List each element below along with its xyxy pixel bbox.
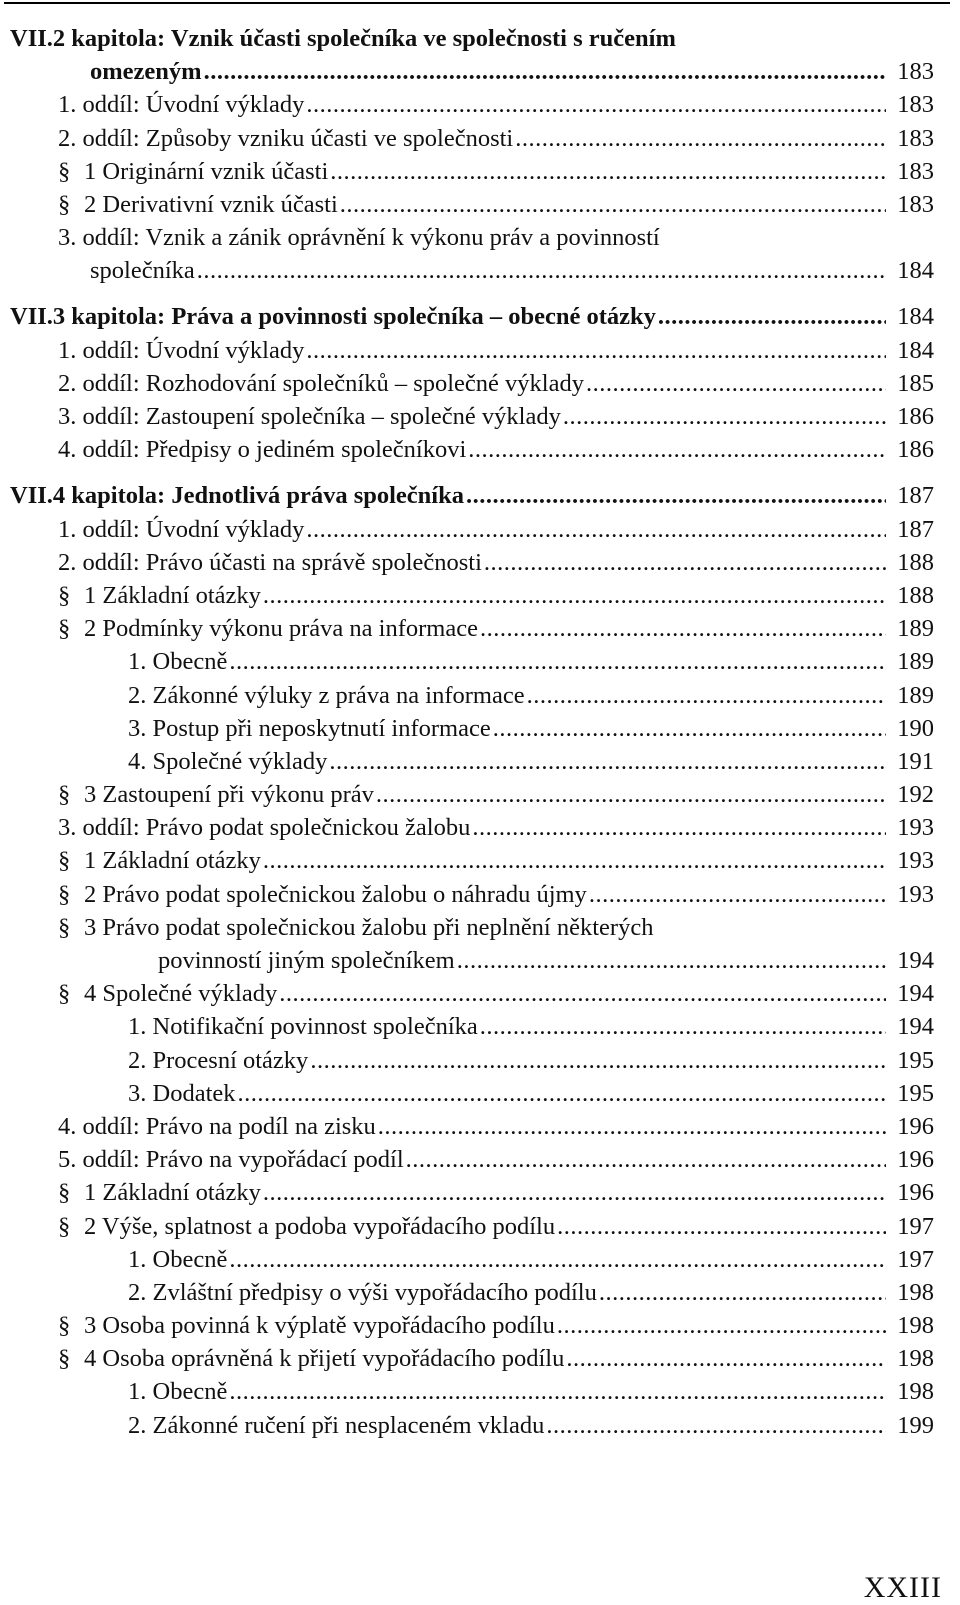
toc-entry <box>10 845 934 878</box>
toc-entry <box>10 1176 934 1209</box>
toc-entry <box>10 1010 934 1043</box>
toc-entry-text: 2 Podmínky výkonu práva na informace <box>84 615 478 643</box>
toc-entry-text: 2. Zvláštní předpisy o výši vypořádacího podílu <box>128 1278 597 1306</box>
toc-entry <box>10 1110 934 1143</box>
dot-leader <box>279 977 886 1010</box>
toc-entry <box>10 88 934 121</box>
toc-entry-text: omezeným <box>90 58 202 86</box>
toc-entry <box>10 1077 934 1110</box>
toc-entry-label <box>10 1010 478 1043</box>
toc-entry-page: 183 <box>897 157 934 185</box>
toc-entry-label <box>10 1375 227 1408</box>
toc-entry-text: 1 Základní otázky <box>84 581 261 609</box>
toc-entry-text: 4. oddíl: Předpisy o jediném společníkovi <box>58 436 467 464</box>
toc-entry-page: 184 <box>897 303 934 331</box>
toc-entry-text: 2 Právo podat společnickou žalobu o náhradu újmy <box>84 880 587 908</box>
toc-entry <box>10 22 934 55</box>
toc-entry-text: 1. Obecně <box>128 648 228 676</box>
toc-entry-label <box>10 1276 597 1309</box>
toc-entry-label <box>10 878 587 911</box>
toc-entry <box>10 811 934 844</box>
toc-entry-label <box>10 122 513 155</box>
toc-entry <box>10 878 934 911</box>
toc-entry-page: 184 <box>897 257 934 285</box>
toc-entry-text: 4. oddíl: Právo na podíl na zisku <box>58 1112 376 1140</box>
toc-entry <box>10 155 934 188</box>
toc-entry-label <box>10 579 261 612</box>
section-sign-icon: § <box>58 781 71 809</box>
section-sign-icon: § <box>58 1345 71 1373</box>
dot-leader <box>557 1210 886 1243</box>
toc-entry <box>10 546 934 579</box>
toc-entry-text: 3. oddíl: Zastoupení společníka – společné výklady <box>58 403 561 431</box>
dot-leader <box>527 679 886 712</box>
dot-leader <box>466 479 886 512</box>
toc-entry-text: 2. Zákonné ručení při nesplaceném vkladu <box>128 1411 545 1439</box>
dot-leader <box>306 334 886 367</box>
toc-entry-text: 1. Notifikační povinnost společníka <box>128 1013 478 1041</box>
toc-entry <box>10 221 934 254</box>
toc-entry-text: 3. oddíl: Vznik a zánik oprávnění k výkonu práv a povinností <box>58 224 660 252</box>
toc-entry <box>10 679 934 712</box>
toc-entry <box>10 254 934 287</box>
dot-leader <box>229 1243 886 1276</box>
dot-leader <box>480 612 886 645</box>
dot-leader <box>566 1342 886 1375</box>
toc-entry-page: 199 <box>897 1411 934 1439</box>
toc-entry-page: 183 <box>897 124 934 152</box>
dot-leader <box>306 88 886 121</box>
toc-entry-text: 3. oddíl: Právo podat společnickou žalobu <box>58 814 471 842</box>
dot-leader <box>406 1143 886 1176</box>
section-sign-icon: § <box>58 1179 71 1207</box>
toc-entry-page: 198 <box>897 1312 934 1340</box>
toc-entry-label <box>10 911 653 944</box>
toc-entry-label <box>10 1243 227 1276</box>
toc-entry-label <box>10 1309 555 1342</box>
toc-entry <box>10 745 934 778</box>
toc-entry-text: 1. oddíl: Úvodní výklady <box>58 91 305 119</box>
toc-entry-page: 189 <box>897 615 934 643</box>
toc-entry-text: 1. oddíl: Úvodní výklady <box>58 515 305 543</box>
toc-entry-text: 3 Právo podat společnickou žalobu při neplnění některých <box>84 913 654 941</box>
toc-entry-page: 188 <box>897 581 934 609</box>
toc-entry-page: 183 <box>897 190 934 218</box>
toc-entry-page: 189 <box>897 648 934 676</box>
section-sign-icon: § <box>58 581 71 609</box>
toc-entry <box>10 334 934 367</box>
dot-leader <box>229 645 886 678</box>
dot-leader <box>378 1110 886 1143</box>
toc-entry <box>10 911 934 944</box>
toc-entry-label <box>10 221 660 254</box>
toc-entry-label <box>10 1143 404 1176</box>
section-sign-icon: § <box>58 880 71 908</box>
toc-entry-page: 190 <box>897 714 934 742</box>
toc-entry <box>10 1210 934 1243</box>
toc-entry-page: 193 <box>897 880 934 908</box>
toc-entry <box>10 1276 934 1309</box>
toc-entry-text: 2. Zákonné výluky z práva na informace <box>128 681 525 709</box>
toc-entry-page: 198 <box>897 1378 934 1406</box>
toc-entry <box>10 645 934 678</box>
toc-entry-label <box>10 155 328 188</box>
dot-leader <box>263 1176 886 1209</box>
toc-entry-text: 1 Základní otázky <box>84 847 261 875</box>
section-sign-icon: § <box>58 1212 71 1240</box>
dot-leader <box>557 1309 886 1342</box>
toc-entry-label <box>10 944 455 977</box>
toc-entry <box>10 1376 934 1409</box>
toc-entry-label <box>10 400 561 433</box>
dot-leader <box>238 1077 887 1110</box>
toc-entry <box>10 513 934 546</box>
dot-leader <box>563 400 886 433</box>
dot-leader <box>330 155 886 188</box>
toc-entry-label <box>10 811 470 844</box>
toc-entry-label <box>10 254 195 287</box>
dot-leader <box>229 1376 886 1409</box>
toc-entry-text: 3 Osoba povinná k výplatě vypořádacího podílu <box>84 1312 555 1340</box>
toc-entry-page: 197 <box>897 1245 934 1273</box>
dot-leader <box>310 1044 886 1077</box>
toc-entry <box>10 55 934 88</box>
dot-leader <box>329 745 886 778</box>
toc-entry <box>10 433 934 466</box>
toc-entry-text: 2. Procesní otázky <box>128 1046 309 1074</box>
toc-entry-page: 186 <box>897 436 934 464</box>
section-sign-icon: § <box>58 1312 71 1340</box>
toc-entry-page: 196 <box>897 1179 934 1207</box>
toc-entry-label <box>10 1176 261 1209</box>
top-rule <box>4 2 950 4</box>
toc-entry <box>10 1243 934 1276</box>
toc-entry-label <box>10 645 227 678</box>
dot-leader <box>204 55 886 88</box>
toc-entry-text: 4. Společné výklady <box>128 747 328 775</box>
toc-entry-text: 4 Osoba oprávněná k přijetí vypořádacího podílu <box>84 1345 565 1373</box>
toc-entry-page: 196 <box>897 1112 934 1140</box>
dot-leader <box>306 513 886 546</box>
toc-entry-label <box>10 479 464 512</box>
toc-entry-text: povinností jiným společníkem <box>158 947 455 975</box>
table-of-contents <box>10 22 934 1442</box>
toc-entry-label <box>10 22 676 55</box>
dot-leader <box>589 878 886 911</box>
toc-entry-page: 195 <box>897 1079 934 1107</box>
toc-entry-label <box>10 433 466 466</box>
toc-entry-label <box>10 679 525 712</box>
toc-entry <box>10 367 934 400</box>
toc-entry-label <box>10 745 327 778</box>
toc-entry-page: 194 <box>897 947 934 975</box>
dot-leader <box>515 122 886 155</box>
toc-entry-page: 183 <box>897 91 934 119</box>
toc-entry-page: 194 <box>897 1013 934 1041</box>
dot-leader <box>658 301 886 334</box>
page-number: XXIII <box>863 1571 942 1604</box>
toc-entry <box>10 712 934 745</box>
toc-entry <box>10 400 934 433</box>
toc-entry-text: 2. oddíl: Způsoby vzniku účasti ve společnosti <box>58 124 514 152</box>
toc-entry-label <box>10 546 482 579</box>
toc-entry-label <box>10 334 304 367</box>
dot-leader <box>197 254 886 287</box>
toc-entry <box>10 1044 934 1077</box>
toc-entry-label <box>10 55 202 88</box>
toc-entry-text: VII.4 kapitola: Jednotlivá práva společníka <box>10 482 464 510</box>
toc-entry-page: 191 <box>897 747 934 775</box>
toc-entry-text: 2. oddíl: Rozhodování společníků – společné výklady <box>58 369 584 397</box>
toc-entry-label <box>10 1077 236 1110</box>
toc-entry-text: 1. Obecně <box>128 1245 228 1273</box>
toc-entry <box>10 579 934 612</box>
dot-leader <box>340 188 886 221</box>
toc-entry-page: 197 <box>897 1212 934 1240</box>
toc-entry-page: 185 <box>897 369 934 397</box>
toc-entry-page: 193 <box>897 814 934 842</box>
toc-entry <box>10 1342 934 1375</box>
toc-entry-text: 1 Originární vznik účasti <box>84 157 329 185</box>
dot-leader <box>586 367 886 400</box>
toc-entry-text: 5. oddíl: Právo na vypořádací podíl <box>58 1146 404 1174</box>
toc-entry-text: 1. oddíl: Úvodní výklady <box>58 336 305 364</box>
toc-entry-page: 198 <box>897 1345 934 1373</box>
toc-entry-text: 2. oddíl: Právo účasti na správě společnosti <box>58 548 482 576</box>
section-sign-icon: § <box>58 847 71 875</box>
toc-entry-label <box>10 1044 308 1077</box>
section-sign-icon: § <box>58 913 71 941</box>
toc-entry <box>10 778 934 811</box>
toc-entry-label <box>10 300 656 333</box>
toc-entry <box>10 1143 934 1176</box>
toc-entry-label <box>10 367 584 400</box>
toc-entry-label <box>10 88 304 121</box>
toc-entry-page: 187 <box>897 515 934 543</box>
toc-entry-label <box>10 513 304 546</box>
toc-entry <box>10 301 934 334</box>
toc-entry-label <box>10 188 338 221</box>
toc-entry-page: 198 <box>897 1278 934 1306</box>
toc-entry-text: 2 Derivativní vznik účasti <box>84 190 338 218</box>
section-sign-icon: § <box>58 190 71 218</box>
toc-entry-text: VII.2 kapitola: Vznik účasti společníka ve společnosti s ručením <box>10 24 676 52</box>
dot-leader <box>457 944 886 977</box>
dot-leader <box>263 845 886 878</box>
toc-entry-page: 193 <box>897 847 934 875</box>
toc-entry-text: společníka <box>90 257 195 285</box>
toc-entry <box>10 1309 934 1342</box>
toc-entry-page: 189 <box>897 681 934 709</box>
dot-leader <box>546 1409 886 1442</box>
toc-entry-label <box>10 712 491 745</box>
toc-entry-label <box>10 1210 555 1243</box>
dot-leader <box>599 1276 886 1309</box>
toc-entry-page: 187 <box>897 482 934 510</box>
section-sign-icon: § <box>58 615 71 643</box>
toc-entry <box>10 1409 934 1442</box>
dot-leader <box>480 1010 886 1043</box>
toc-entry-label <box>10 977 277 1010</box>
toc-entry <box>10 977 934 1010</box>
toc-entry-page: 184 <box>897 336 934 364</box>
toc-entry-label <box>10 844 261 877</box>
toc-entry-text: 4 Společné výklady <box>84 980 278 1008</box>
dot-leader <box>263 579 886 612</box>
toc-entry <box>10 122 934 155</box>
toc-entry-page: 194 <box>897 980 934 1008</box>
toc-entry-text: 1. Obecně <box>128 1378 228 1406</box>
toc-entry-page: 196 <box>897 1146 934 1174</box>
toc-entry <box>10 188 934 221</box>
toc-entry-text: 1 Základní otázky <box>84 1179 261 1207</box>
toc-entry-label <box>10 1409 544 1442</box>
toc-entry-text: 2 Výše, splatnost a podoba vypořádacího podílu <box>84 1212 556 1240</box>
toc-entry-text: 3. Postup při neposkytnutí informace <box>128 714 491 742</box>
dot-leader <box>484 546 886 579</box>
toc-entry-label <box>10 1342 564 1375</box>
toc-entry-page: 195 <box>897 1046 934 1074</box>
toc-entry-text: VII.3 kapitola: Práva a povinnosti společníka – obecné otázky <box>10 303 656 331</box>
section-sign-icon: § <box>58 980 71 1008</box>
toc-entry-page: 192 <box>897 781 934 809</box>
toc-entry-text: 3 Zastoupení při výkonu práv <box>84 781 374 809</box>
toc-entry-page: 183 <box>897 58 934 86</box>
toc-entry-page: 186 <box>897 403 934 431</box>
section-sign-icon: § <box>58 157 71 185</box>
toc-entry-label <box>10 612 478 645</box>
toc-entry-label <box>10 1110 376 1143</box>
toc-entry-label <box>10 778 374 811</box>
dot-leader <box>468 433 886 466</box>
toc-entry-page: 188 <box>897 548 934 576</box>
toc-entry <box>10 479 934 512</box>
dot-leader <box>472 811 886 844</box>
dot-leader <box>493 712 886 745</box>
dot-leader <box>376 778 886 811</box>
toc-entry <box>10 612 934 645</box>
toc-entry-text: 3. Dodatek <box>128 1079 236 1107</box>
toc-entry <box>10 944 934 977</box>
